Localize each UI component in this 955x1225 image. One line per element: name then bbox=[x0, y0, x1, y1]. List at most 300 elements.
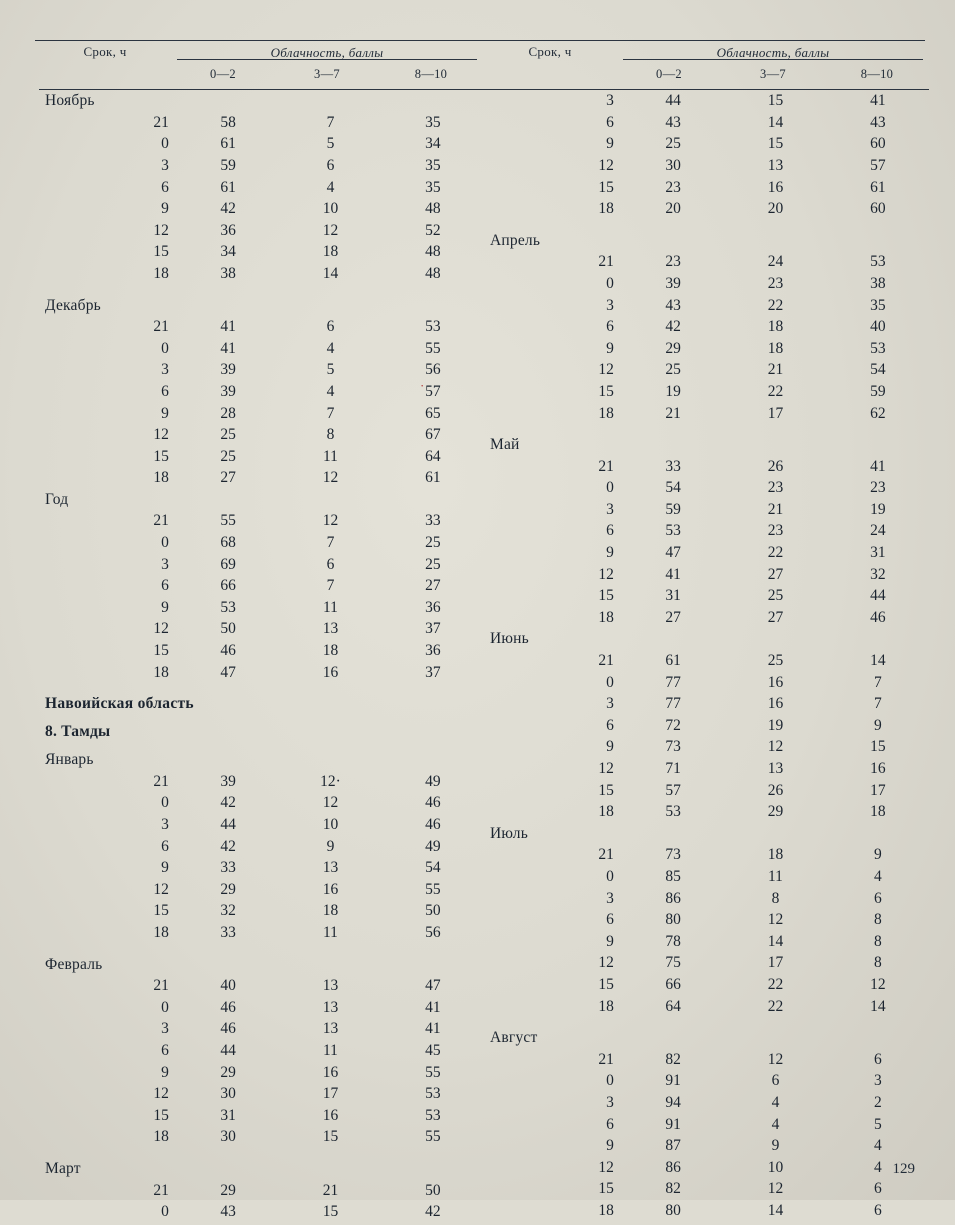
cell-value-2: 27 bbox=[425, 577, 441, 595]
cell-value-1: 21 bbox=[767, 500, 784, 518]
cell-time: 18 bbox=[153, 264, 169, 282]
cell-value-2: 15 bbox=[870, 738, 886, 756]
cell-value-2: 60 bbox=[870, 135, 886, 153]
cell-time: 15 bbox=[153, 447, 169, 465]
cell-value-1: 12 bbox=[767, 911, 784, 929]
header-bin-left-2: 8—10 bbox=[414, 66, 448, 81]
cell-time: 15 bbox=[598, 587, 614, 605]
cell-value-1: 14 bbox=[322, 264, 339, 282]
header-cloud-right bbox=[617, 41, 929, 63]
cell-value-1: 11 bbox=[322, 1041, 338, 1059]
cell-value-2: 60 bbox=[870, 200, 886, 218]
cell-time: 9 bbox=[606, 932, 614, 950]
spacer bbox=[484, 222, 929, 232]
cell-value-2: 23 bbox=[870, 479, 886, 497]
table-row bbox=[39, 200, 484, 222]
cell-value-1: 15 bbox=[767, 135, 784, 153]
month-heading: Май bbox=[490, 436, 520, 454]
table-row bbox=[39, 924, 484, 946]
cell-value-1: 16 bbox=[767, 178, 784, 196]
stray-ink-mark: · bbox=[420, 378, 425, 393]
table-body bbox=[39, 92, 929, 1225]
cell-time: 6 bbox=[606, 318, 614, 336]
table-row bbox=[39, 383, 484, 405]
cell-time: 9 bbox=[161, 859, 169, 877]
cell-time: 9 bbox=[606, 135, 614, 153]
month-heading: Июнь bbox=[490, 630, 529, 648]
month-heading: Январь bbox=[45, 751, 94, 769]
cell-value-2: 65 bbox=[425, 404, 441, 422]
cell-value-0: 44 bbox=[220, 816, 236, 833]
cell-time: 12 bbox=[598, 565, 614, 583]
cell-value-0: 38 bbox=[220, 264, 236, 282]
cell-time: 18 bbox=[153, 923, 169, 941]
cell-value-1: 22 bbox=[767, 382, 784, 400]
cell-value-0: 75 bbox=[665, 954, 681, 972]
cell-value-2: 53 bbox=[425, 318, 441, 336]
header-bin-right-2: 8—10 bbox=[860, 66, 894, 81]
cell-value-0: 91 bbox=[665, 1072, 681, 1090]
cell-value-0: 19 bbox=[665, 382, 681, 400]
header-row-bins bbox=[39, 63, 929, 89]
cell-value-0: 40 bbox=[220, 977, 236, 995]
cell-value-0: 41 bbox=[665, 565, 681, 583]
cell-value-2: 33 bbox=[425, 512, 441, 530]
cell-value-2: 37 bbox=[425, 663, 441, 681]
cell-value-1: 21 bbox=[767, 361, 784, 379]
cell-time: 6 bbox=[161, 1041, 169, 1059]
cell-value-1: 12· bbox=[320, 772, 341, 790]
cell-value-1: 17 bbox=[767, 404, 784, 422]
cell-value-2: 9 bbox=[873, 716, 882, 734]
cell-value-1: 13 bbox=[767, 760, 784, 777]
cell-value-2: 7 bbox=[873, 695, 882, 713]
cell-value-0: 80 bbox=[665, 911, 681, 929]
cell-value-0: 33 bbox=[665, 457, 681, 475]
table-row bbox=[39, 512, 484, 534]
cell-time: 12 bbox=[598, 1158, 614, 1176]
table-row bbox=[39, 794, 484, 816]
cell-value-2: 6 bbox=[873, 1180, 882, 1198]
cell-value-1: 17 bbox=[767, 954, 784, 972]
month-heading: Июль bbox=[490, 824, 528, 842]
cell-value-1: 18 bbox=[322, 243, 339, 261]
table-row bbox=[484, 275, 929, 297]
cell-value-1: 4 bbox=[326, 382, 335, 400]
cell-value-1: 19 bbox=[767, 716, 784, 734]
cell-value-0: 25 bbox=[665, 361, 681, 379]
table-row bbox=[484, 954, 929, 976]
cell-value-1: 25 bbox=[767, 652, 784, 670]
cell-value-1: 10 bbox=[322, 200, 339, 218]
cell-value-1: 16 bbox=[322, 1106, 339, 1124]
cell-value-1: 23 bbox=[767, 479, 784, 497]
cell-time: 9 bbox=[161, 404, 169, 422]
cell-value-2: 55 bbox=[425, 880, 441, 898]
cell-value-1: 24 bbox=[767, 253, 784, 271]
cell-value-2: 44 bbox=[870, 587, 886, 605]
cell-time: 9 bbox=[161, 598, 169, 616]
table-row bbox=[39, 859, 484, 881]
cell-time: 18 bbox=[598, 404, 614, 422]
cell-value-0: 30 bbox=[665, 156, 681, 174]
cell-time: 0 bbox=[161, 339, 169, 357]
cell-value-0: 47 bbox=[665, 544, 681, 562]
cell-value-0: 39 bbox=[220, 772, 236, 790]
header-bin-left-1: 3—7 bbox=[314, 66, 340, 81]
cell-value-0: 25 bbox=[665, 135, 681, 153]
cell-value-2: 12 bbox=[870, 975, 886, 993]
table-row bbox=[39, 1020, 484, 1042]
cell-value-1: 18 bbox=[322, 902, 339, 920]
cell-time: 12 bbox=[153, 620, 169, 638]
cell-value-0: 71 bbox=[665, 760, 681, 777]
cell-value-0: 59 bbox=[220, 156, 236, 174]
cell-time: 18 bbox=[153, 663, 169, 681]
cell-time: 21 bbox=[598, 652, 614, 670]
cell-value-1: 15 bbox=[322, 1128, 339, 1146]
cell-value-1: 22 bbox=[767, 296, 784, 314]
cell-time: 0 bbox=[606, 673, 614, 691]
cell-value-1: 7 bbox=[326, 534, 335, 552]
cell-value-2: 4 bbox=[873, 867, 882, 885]
table-row bbox=[484, 297, 929, 319]
cell-value-2: 25 bbox=[425, 555, 441, 573]
cell-value-1: 13 bbox=[322, 620, 339, 638]
cell-value-0: 39 bbox=[220, 382, 236, 400]
header-cloud-left bbox=[171, 41, 483, 63]
header-table bbox=[39, 41, 929, 88]
cell-time: 12 bbox=[598, 156, 614, 174]
cell-value-1: 16 bbox=[322, 1063, 339, 1081]
header-cloud-left-text: Облачность, баллы bbox=[177, 42, 477, 60]
cell-value-2: 17 bbox=[870, 781, 886, 799]
table-row bbox=[39, 816, 484, 838]
cell-value-0: 46 bbox=[220, 998, 236, 1016]
cell-time: 9 bbox=[161, 1063, 169, 1081]
table-row bbox=[484, 92, 929, 114]
cell-value-2: 19 bbox=[870, 500, 886, 518]
cell-time: 3 bbox=[161, 1020, 169, 1038]
cell-time: 3 bbox=[161, 156, 169, 174]
table-row bbox=[39, 1064, 484, 1086]
cell-value-0: 47 bbox=[220, 663, 236, 681]
cell-value-1: 9 bbox=[771, 1137, 780, 1155]
cell-value-2: 34 bbox=[425, 135, 441, 153]
header-time-left: Срок, ч bbox=[83, 44, 127, 59]
cell-value-0: 29 bbox=[665, 339, 681, 357]
cell-value-0: 30 bbox=[220, 1128, 236, 1146]
cell-value-2: 47 bbox=[425, 977, 441, 995]
cell-value-0: 41 bbox=[220, 318, 236, 336]
header-time-right: Срок, ч bbox=[528, 44, 572, 59]
cell-value-2: 32 bbox=[870, 565, 886, 583]
table-row bbox=[39, 157, 484, 179]
cell-value-2: 56 bbox=[425, 923, 441, 941]
cell-value-0: 31 bbox=[665, 587, 681, 605]
cell-value-0: 61 bbox=[665, 652, 681, 670]
cell-time: 9 bbox=[606, 738, 614, 756]
cell-time: 18 bbox=[598, 1201, 614, 1219]
cell-value-0: 33 bbox=[220, 923, 236, 941]
header-bottom-rule bbox=[39, 89, 929, 90]
cell-value-1: 23 bbox=[767, 522, 784, 540]
cell-value-0: 39 bbox=[220, 361, 236, 379]
spacer bbox=[484, 426, 929, 436]
table-row bbox=[484, 522, 929, 544]
cell-value-0: 72 bbox=[665, 716, 681, 734]
cell-time: 21 bbox=[598, 253, 614, 271]
table-header bbox=[35, 40, 925, 90]
cell-value-2: 35 bbox=[425, 113, 441, 131]
cell-value-2: 2 bbox=[873, 1093, 882, 1111]
month-heading: Год bbox=[45, 490, 69, 508]
cell-value-2: 50 bbox=[425, 902, 441, 920]
cell-value-1: 8 bbox=[771, 889, 780, 907]
table-row bbox=[484, 911, 929, 933]
cell-time: 0 bbox=[606, 867, 614, 885]
cell-value-2: 41 bbox=[425, 1020, 441, 1038]
cell-value-0: 20 bbox=[665, 200, 681, 218]
cell-value-1: 14 bbox=[767, 932, 784, 950]
cell-value-2: 18 bbox=[870, 803, 886, 821]
cell-time: 6 bbox=[161, 178, 169, 196]
month-heading: Апрель bbox=[490, 231, 541, 249]
cell-value-2: 61 bbox=[425, 469, 441, 487]
table-row bbox=[484, 200, 929, 222]
cell-value-1: 13 bbox=[322, 859, 339, 877]
header-bins-right bbox=[617, 63, 929, 89]
table-row bbox=[484, 1202, 929, 1224]
cell-value-0: 66 bbox=[665, 975, 681, 993]
cell-value-1: 9 bbox=[326, 837, 335, 855]
cell-value-0: 43 bbox=[665, 296, 681, 314]
cell-time: 9 bbox=[606, 544, 614, 562]
cell-value-0: 46 bbox=[220, 1020, 236, 1038]
table-row bbox=[484, 782, 929, 804]
cell-value-0: 41 bbox=[220, 339, 236, 357]
cell-value-1: 16 bbox=[322, 880, 339, 898]
cell-value-2: 48 bbox=[425, 243, 441, 261]
cell-time: 15 bbox=[153, 902, 169, 920]
cell-value-0: 94 bbox=[665, 1093, 681, 1111]
cell-value-1: 17 bbox=[322, 1085, 339, 1103]
cell-value-1: 20 bbox=[767, 200, 784, 218]
cell-value-2: 4 bbox=[873, 1137, 882, 1155]
cell-value-0: 64 bbox=[665, 997, 681, 1015]
cell-value-0: 78 bbox=[665, 932, 681, 950]
cell-time: 9 bbox=[606, 1137, 614, 1155]
cell-value-2: 4 bbox=[873, 1158, 882, 1176]
cell-value-1: 11 bbox=[322, 447, 338, 465]
left-column bbox=[39, 92, 484, 1225]
header-blank-left bbox=[39, 63, 171, 89]
cell-value-0: 77 bbox=[665, 695, 681, 713]
cell-value-2: 16 bbox=[870, 760, 886, 777]
header-blank-right bbox=[483, 63, 617, 89]
cell-value-1: 6 bbox=[326, 156, 335, 174]
cell-value-1: 16 bbox=[767, 695, 784, 713]
cell-time: 6 bbox=[606, 1115, 614, 1133]
cell-value-2: 6 bbox=[873, 1201, 882, 1219]
cell-value-1: 7 bbox=[326, 404, 335, 422]
cell-time: 0 bbox=[606, 274, 614, 292]
table-row bbox=[39, 1085, 484, 1107]
table-row bbox=[39, 361, 484, 383]
cell-value-1: 18 bbox=[767, 318, 784, 336]
cell-value-1: 11 bbox=[322, 923, 338, 941]
cell-time: 21 bbox=[153, 1181, 169, 1199]
cell-time: 6 bbox=[606, 716, 614, 734]
cell-time: 6 bbox=[606, 113, 614, 131]
cell-value-1: 16 bbox=[322, 663, 339, 681]
cell-value-2: 52 bbox=[425, 221, 441, 239]
cell-value-1: 4 bbox=[771, 1115, 780, 1133]
table-row bbox=[39, 902, 484, 924]
cell-value-0: 46 bbox=[220, 642, 236, 660]
cell-time: 15 bbox=[153, 243, 169, 261]
cell-value-0: 25 bbox=[220, 426, 236, 444]
cell-value-1: 7 bbox=[326, 577, 335, 595]
spacer bbox=[39, 287, 484, 297]
cell-value-1: 8 bbox=[326, 426, 335, 444]
cell-time: 18 bbox=[153, 1128, 169, 1146]
cell-value-1: 18 bbox=[767, 339, 784, 357]
cell-value-2: 53 bbox=[870, 253, 886, 271]
cell-value-2: 55 bbox=[425, 1128, 441, 1146]
cell-value-2: 46 bbox=[425, 794, 441, 812]
table-row bbox=[484, 890, 929, 912]
table-row bbox=[39, 620, 484, 642]
table-row bbox=[484, 114, 929, 136]
cell-time: 3 bbox=[606, 296, 614, 314]
cell-value-0: 69 bbox=[220, 555, 236, 573]
cell-value-1: 21 bbox=[322, 1181, 339, 1199]
cell-value-0: 43 bbox=[665, 113, 681, 131]
cell-value-0: 55 bbox=[220, 512, 236, 530]
table-row bbox=[484, 1116, 929, 1138]
cell-time: 0 bbox=[161, 1203, 169, 1221]
cell-value-0: 87 bbox=[665, 1137, 681, 1155]
cell-value-0: 44 bbox=[665, 92, 681, 110]
cell-value-1: 10 bbox=[767, 1158, 784, 1176]
cell-value-1: 14 bbox=[767, 1201, 784, 1219]
cell-value-2: 41 bbox=[425, 998, 441, 1016]
cell-value-2: 40 bbox=[870, 318, 886, 336]
cell-value-2: 36 bbox=[425, 598, 441, 616]
cell-value-0: 91 bbox=[665, 1115, 681, 1133]
header-cloud-right-text: Облачность, баллы bbox=[623, 42, 923, 60]
cell-value-1: 26 bbox=[767, 457, 784, 475]
cell-value-0: 23 bbox=[665, 253, 681, 271]
cell-value-1: 27 bbox=[767, 565, 784, 583]
cell-time: 18 bbox=[598, 200, 614, 218]
spacer bbox=[484, 1019, 929, 1029]
table-row bbox=[484, 179, 929, 201]
cell-value-2: 35 bbox=[425, 156, 441, 174]
cell-value-1: 12 bbox=[322, 221, 339, 239]
cell-time: 15 bbox=[153, 1106, 169, 1124]
header-bin-left-0: 0—2 bbox=[210, 66, 236, 81]
cell-value-0: 53 bbox=[220, 598, 236, 616]
right-column bbox=[484, 92, 929, 1225]
cell-value-1: 13 bbox=[322, 998, 339, 1016]
cell-value-2: 37 bbox=[425, 620, 441, 638]
cell-value-1: 16 bbox=[767, 673, 784, 691]
table-row bbox=[484, 609, 929, 631]
spacer bbox=[39, 713, 484, 723]
cell-value-2: 46 bbox=[425, 816, 441, 833]
cell-value-0: 73 bbox=[665, 738, 681, 756]
cell-value-1: 18 bbox=[767, 846, 784, 864]
cell-time: 0 bbox=[161, 794, 169, 812]
table-row bbox=[484, 738, 929, 760]
table-row bbox=[484, 458, 929, 480]
cell-value-2: 62 bbox=[870, 404, 886, 422]
cell-time: 6 bbox=[161, 837, 169, 855]
cell-time: 12 bbox=[153, 426, 169, 444]
cell-time: 3 bbox=[161, 816, 169, 833]
cell-time: 0 bbox=[606, 1072, 614, 1090]
cell-value-1: 4 bbox=[326, 178, 335, 196]
cell-value-1: 11 bbox=[767, 867, 783, 885]
cell-time: 0 bbox=[161, 135, 169, 153]
table-row bbox=[39, 642, 484, 664]
table-row bbox=[484, 157, 929, 179]
cell-time: 6 bbox=[606, 522, 614, 540]
cell-value-0: 68 bbox=[220, 534, 236, 552]
cell-value-2: 7 bbox=[873, 673, 882, 691]
cell-value-0: 29 bbox=[220, 1063, 236, 1081]
cell-time: 21 bbox=[153, 512, 169, 530]
cell-value-0: 39 bbox=[665, 274, 681, 292]
cell-time: 9 bbox=[606, 339, 614, 357]
cell-value-0: 31 bbox=[220, 1106, 236, 1124]
cell-value-2: 14 bbox=[870, 997, 886, 1015]
cell-value-1: 14 bbox=[767, 113, 784, 131]
cell-value-0: 73 bbox=[665, 846, 681, 864]
cell-value-1: 12 bbox=[767, 1180, 784, 1198]
cell-time: 15 bbox=[598, 382, 614, 400]
cell-time: 15 bbox=[598, 1180, 614, 1198]
cell-time: 6 bbox=[161, 577, 169, 595]
cell-value-1: 11 bbox=[322, 598, 338, 616]
cell-value-1: 12 bbox=[322, 794, 339, 812]
cell-value-2: 50 bbox=[425, 1181, 441, 1199]
cell-time: 3 bbox=[161, 361, 169, 379]
cell-value-2: 8 bbox=[873, 954, 882, 972]
spacer bbox=[39, 946, 484, 956]
cell-value-0: 86 bbox=[665, 889, 681, 907]
cell-time: 6 bbox=[161, 382, 169, 400]
cell-value-0: 85 bbox=[665, 867, 681, 885]
cell-value-1: 29 bbox=[767, 803, 784, 821]
table-row bbox=[39, 448, 484, 470]
table-row bbox=[484, 1159, 929, 1181]
cell-value-0: 29 bbox=[220, 1181, 236, 1199]
cell-value-1: 5 bbox=[326, 135, 335, 153]
cell-time: 21 bbox=[153, 772, 169, 790]
cell-value-0: 42 bbox=[220, 837, 236, 855]
month-heading: Ноябрь bbox=[45, 92, 95, 110]
cell-time: 15 bbox=[598, 178, 614, 196]
cell-value-0: 66 bbox=[220, 577, 236, 595]
table-row bbox=[484, 846, 929, 868]
cell-time: 12 bbox=[153, 221, 169, 239]
cell-value-2: 48 bbox=[425, 200, 441, 218]
cell-value-0: 77 bbox=[665, 673, 681, 691]
cell-value-2: 24 bbox=[870, 522, 886, 540]
